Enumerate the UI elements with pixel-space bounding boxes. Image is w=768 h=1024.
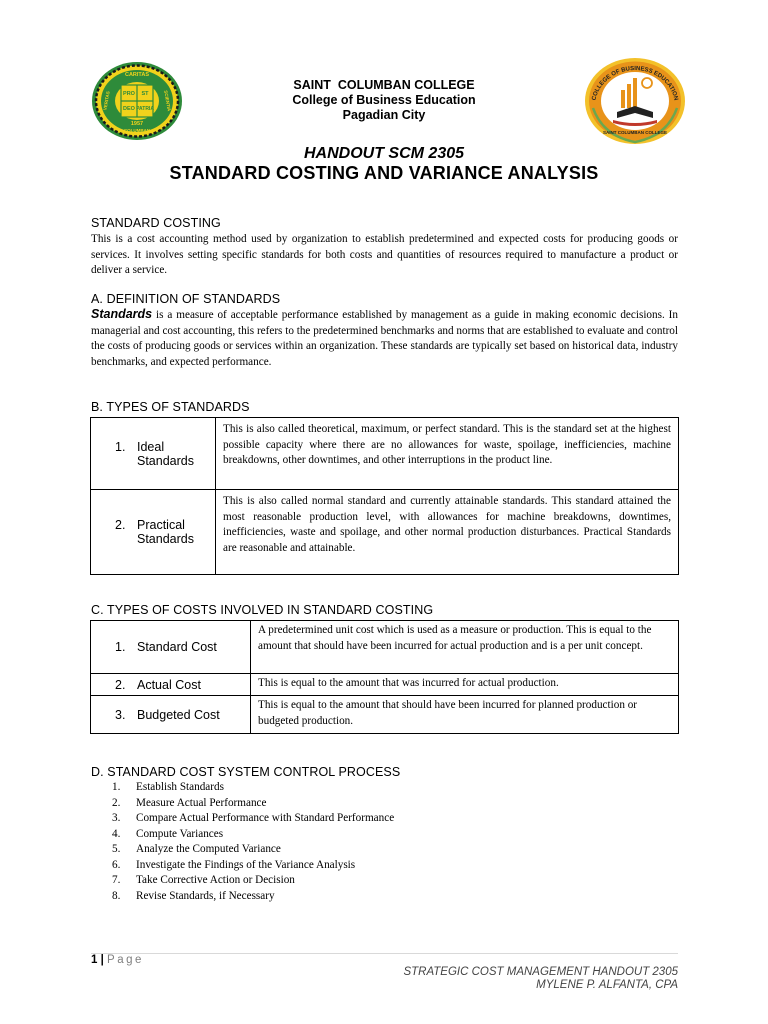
control-process-list [112,780,394,904]
list-item [112,811,394,827]
definition-body: is a measure of acceptable performance established by management as a guide in making economic decisions. In managerial and cost accounting, this refers to the predetermined benchmarks and norms that are established to evaluate and control the costs of producing goods or services within an organization. These standards are typically set based on historical data, industry benchmarks, and expected performance. [91,309,678,368]
page-number-value: 1 [91,954,98,966]
section-heading-definition: A. DEFINITION OF STANDARDS [91,292,281,306]
logo-center-line-4: PATRIA [136,106,154,112]
cost-type-label [91,621,251,674]
page-title: STANDARD COSTING AND VARIANCE ANALYSIS [169,163,599,183]
section-heading-types-of-standards: B. TYPES OF STANDARDS [91,400,250,414]
list-item [112,780,394,796]
college-name: SAINT COLUMBAN COLLEGE [293,78,475,92]
step-text: Analyze the Computed Variance [136,843,281,855]
definition-paragraph [91,307,678,370]
label-line-1: Ideal [137,439,165,454]
business-education-logo [583,56,687,146]
row-number: 1. [115,439,126,454]
cost-type-label [91,696,251,734]
step-text: Investigate the Findings of the Variance Analysis [136,858,356,871]
step-number: 8. [112,889,121,902]
list-item [112,873,394,889]
list-item [112,858,394,874]
table-row [91,418,679,490]
cost-name: Budgeted Cost [137,707,220,722]
logo-ring-right: SCIENTIA [163,89,172,112]
table-row [91,621,679,674]
label-line-1: Practical [137,518,185,532]
standard-costing-paragraph: This is a cost accounting method used by organization to establish predetermined and expected costs for producing goods or services. It involves setting specific standards for both costs and quantities of resources required to manufacture a product or deliver a service. [91,233,678,276]
cost-name: Standard Cost [137,640,217,654]
step-number: 5. [112,843,121,855]
section-heading-control-process: D. STANDARD COST SYSTEM CONTROL PROCESS [91,765,401,779]
step-number: 6. [112,858,121,871]
footer-credits [300,966,678,992]
list-item [112,827,394,843]
section-heading-standard-costing: STANDARD COSTING [91,216,221,230]
logo-year: 1957 [130,121,144,127]
logo-center-line-2: ST [141,91,149,97]
step-text: Take Corrective Action or Decision [136,874,295,886]
step-text: Establish Standards [136,781,224,793]
footer-divider [91,953,678,954]
table-row [91,490,679,575]
logo-ring-top: CARITAS [124,72,150,78]
step-text: Compare Actual Performance with Standard Performance [136,812,395,824]
logo-center-line-1: PRO [123,91,135,97]
logo-center-line-3: DEO [123,106,135,112]
department-name: College of Business Education [292,93,476,107]
types-of-costs-table [90,620,679,734]
step-number: 4. [112,827,121,840]
standard-type-label [91,490,216,575]
step-number: 3. [112,812,121,824]
cost-type-label [91,674,251,696]
footer-course: STRATEGIC COST MANAGEMENT HANDOUT 2305 [403,966,678,978]
standard-type-description: This is also called normal standard and currently attainable standards. This standard attained the most reasonable production level, with allowances for machine breakdowns, downtimes, inefficiencies, waste and spoilage, and other normal production disturbances. Practical Standards are reasonable and attainable. [216,490,679,575]
seal-banner-text: SAINT COLUMBAN COLLEGE [603,130,667,135]
step-text: Measure Actual Performance [136,796,267,809]
page-number [91,954,144,966]
page-separator: | [100,954,104,966]
definition-lead-term: Standards [91,307,153,321]
step-number: 7. [112,874,121,886]
footer-author: MYLENE P. ALFANTA, CPA [536,979,678,991]
handout-code: HANDOUT SCM 2305 [303,145,465,162]
page-word: Page [107,954,144,966]
list-item [112,796,394,812]
business-education-seal-icon [583,56,687,146]
section-heading-types-of-costs: C. TYPES OF COSTS INVOLVED IN STANDARD COSTING [91,603,434,617]
list-item [112,842,394,858]
seal-ring-text: COLLEGE OF BUSINESS EDUCATION [591,65,679,102]
row-number: 2. [115,677,126,692]
logo-ring-left: VERITAS [102,90,111,111]
step-number: 1. [112,781,121,793]
city-name: Pagadian City [342,108,426,122]
list-item [112,889,394,905]
table-row [91,674,679,696]
types-of-standards-table [90,417,679,575]
label-line-2: Standards [137,532,194,546]
step-number: 2. [112,796,121,809]
cost-type-description: This is equal to the amount that should have been incurred for planned production or budgeted production. [251,696,679,734]
row-number: 2. [115,518,126,532]
step-text: Compute Variances [136,827,224,840]
standard-type-description: This is also called theoretical, maximum, or perfect standard. This is the standard set at the highest possible capacity where there are no allowances for waste, spoilage, inefficiencies, machine breakdowns, other downtimes, and other interruptions in the product line. [216,418,679,490]
logo-ring-bottom: COLUMBAN [123,128,151,133]
cost-type-description: This is equal to the amount that was incurred for actual production. [251,674,679,696]
step-text: Revise Standards, if Necessary [136,889,275,902]
cost-name: Actual Cost [137,677,201,692]
label-line-2: Standards [137,453,194,468]
cost-type-description: A predetermined unit cost which is used as a measure or production. This is equal to the amount that should have been incurred for actual production and is a per unit concept. [251,621,679,674]
standard-type-label [91,418,216,490]
row-number: 3. [115,707,126,722]
table-row [91,696,679,734]
row-number: 1. [115,640,126,654]
